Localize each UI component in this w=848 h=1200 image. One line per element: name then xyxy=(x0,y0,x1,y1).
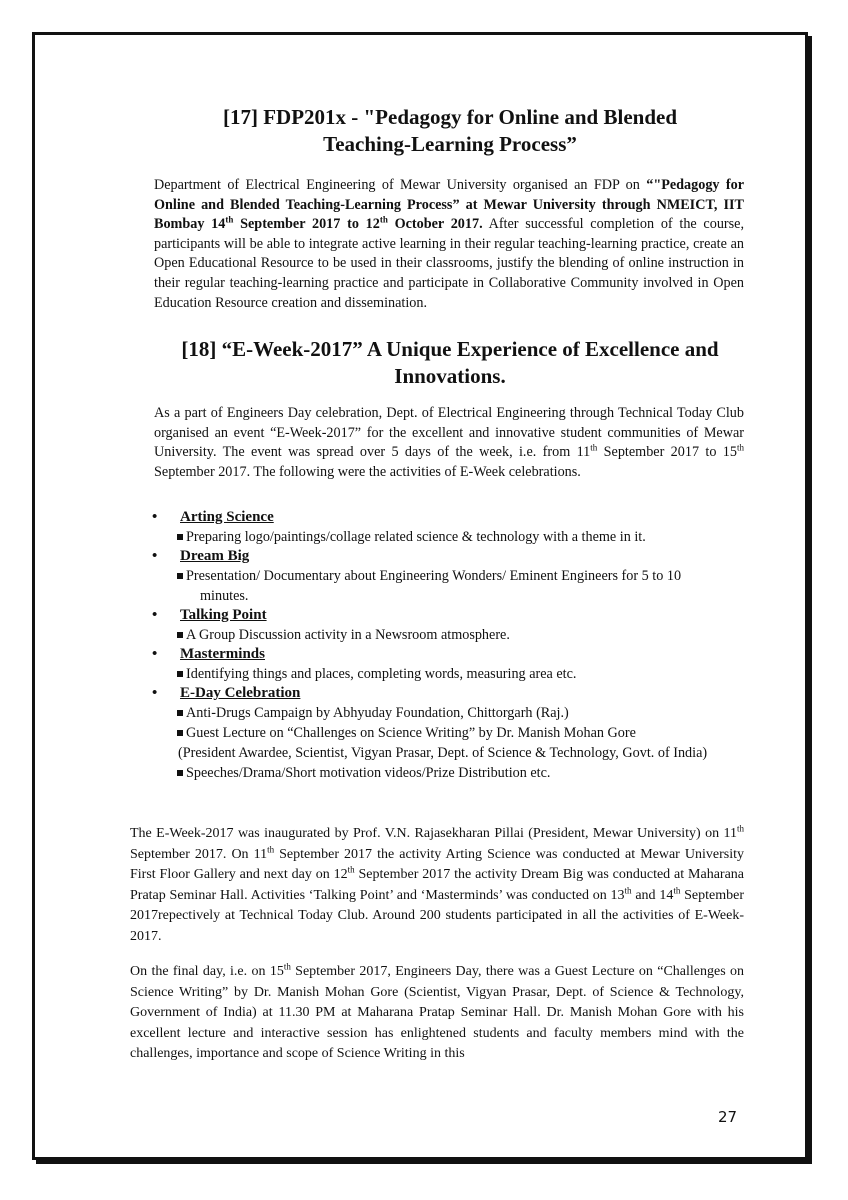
section-18-heading-line1: [18] “E-Week-2017” A Unique Experience of Excellence and xyxy=(181,337,719,361)
square-bullet-icon xyxy=(177,632,183,638)
square-bullet-icon xyxy=(177,730,183,736)
activity-item-continuation: minutes. xyxy=(200,588,249,604)
activity-dream-big xyxy=(152,547,748,606)
activity-arting-science xyxy=(152,508,748,547)
text-run: September 2017. The following were the activities of E-Week celebrations. xyxy=(154,463,581,480)
superscript: th xyxy=(736,442,744,453)
activity-item-continuation: (President Awardee, Scientist, Vigyan Prasar, Dept. of Science & Technology, Govt. of India) xyxy=(178,745,708,761)
text-run: September 2017 the activity Dream Big was conducted at Maharana Pratap Seminar Hall. Activities ‘Talking Point’ and ‘Masterminds’ was conducted on 13 xyxy=(130,867,744,903)
text-run: Department of Electrical Engineering of Mewar University organised an FDP on xyxy=(154,177,647,193)
section-17-paragraph xyxy=(154,176,744,313)
text-run: September 2017 to 15 xyxy=(597,444,737,461)
page-number: 27 xyxy=(718,1108,738,1126)
activity-item: A Group Discussion activity in a Newsroom atmosphere. xyxy=(186,627,510,643)
section-18-heading-line2: Innovations. xyxy=(394,364,506,388)
superscript: th xyxy=(624,884,632,895)
activity-talking-point xyxy=(152,606,748,645)
text-run: September 2017 the activity Arting Science was conducted at Mewar University First Floor Gallery and next day on 12 xyxy=(130,846,744,882)
superscript: th xyxy=(267,843,275,854)
activity-masterminds xyxy=(152,645,748,684)
bullet-icon: • xyxy=(152,646,158,662)
superscript: th xyxy=(736,823,744,834)
final-day-paragraph xyxy=(130,962,744,1065)
section-17-heading-line1: [17] FDP201x - "Pedagogy for Online and Blended xyxy=(222,105,678,129)
activity-item: Preparing logo/paintings/collage related science & technology with a theme in it. xyxy=(186,529,646,545)
superscript: th xyxy=(379,214,388,225)
text-run: After successful completion of the course, participants will be able to integrate active learning in their regular teaching-learning practice, create an Open Educational Resource to be used in their classrooms, justify the blending of online instruction in their regular teaching-learning practice and participate in Collaborative Community involved in Open Education Resource creation and dissemination. xyxy=(154,216,745,311)
square-bullet-icon xyxy=(177,710,183,716)
inauguration-paragraph xyxy=(130,824,744,947)
activity-item: Guest Lecture on “Challenges on Science Writing” by Dr. Manish Mohan Gore xyxy=(186,725,636,741)
bullet-icon: • xyxy=(152,685,158,701)
text-run: and 14 xyxy=(631,887,674,903)
activity-title: Talking Point xyxy=(180,607,267,623)
activities-list xyxy=(152,508,748,783)
square-bullet-icon xyxy=(177,671,183,677)
bullet-icon: • xyxy=(152,607,158,623)
text-run: September 2017. On 11 xyxy=(130,846,268,862)
activity-title: Dream Big xyxy=(180,548,250,564)
activity-item: Anti-Drugs Campaign by Abhyuday Foundation, Chittorgarh (Raj.) xyxy=(186,705,569,721)
activity-title: E-Day Celebration xyxy=(180,685,301,701)
text-run: September 2017, Engineers Day, there was a Guest Lecture on “Challenges on Science Writing” by Dr. Manish Mohan Gore (Scientist, Vigyan Prasar, Dept. of Science & Technology, Government of India) at 11.30 PM at Maharana Pratap Seminar Hall. Dr. Manish Mohan Gore with his excellent lecture and interactive session has enlightened students and faculty members mind with the challenges, importance and scope of Science Writing in this xyxy=(130,964,744,1061)
activity-title: Masterminds xyxy=(180,646,265,662)
activity-item: Presentation/ Documentary about Engineering Wonders/ Eminent Engineers for 5 to 10 xyxy=(186,568,682,584)
square-bullet-icon xyxy=(177,573,183,579)
superscript: th xyxy=(347,864,355,875)
text-run: October 2017. xyxy=(387,216,483,233)
activity-item: Identifying things and places, completing words, measuring area etc. xyxy=(186,666,577,682)
text-run: “"Pedagogy for Online and Blended Teaching-Learning Process” at Mewar University through NMEICT, IIT Bombay 14 xyxy=(154,177,744,233)
bullet-icon: • xyxy=(152,548,158,564)
bullet-icon: • xyxy=(152,509,158,525)
section-18-heading xyxy=(140,336,760,390)
superscript: th xyxy=(590,442,598,453)
text-run: As a part of Engineers Day celebration, Dept. of Electrical Engineering through Technical Today Club organised an event “E-Week-2017” for the excellent and innovative student communities of Mewar University. The event was spread over 5 days of the week, i.e. from 11 xyxy=(154,405,744,461)
section-17-heading xyxy=(140,104,760,158)
activity-e-day-celebration xyxy=(152,684,748,783)
section-18-intro xyxy=(154,404,744,482)
square-bullet-icon xyxy=(177,770,183,776)
activity-item: Speeches/Drama/Short motivation videos/Prize Distribution etc. xyxy=(186,765,551,781)
section-17-heading-line2: Teaching-Learning Process” xyxy=(323,132,577,156)
text-run: On the final day, i.e. on 15 xyxy=(130,964,284,979)
square-bullet-icon xyxy=(177,534,183,540)
superscript: th xyxy=(225,214,234,225)
superscript: th xyxy=(283,961,291,972)
text-run: September 2017repectively at Technical Today Club. Around 200 students participated in all the activities of E-Week-2017. xyxy=(130,887,744,944)
text-run: The E-Week-2017 was inaugurated by Prof. V.N. Rajasekharan Pillai (President, Mewar University) on 11 xyxy=(130,826,737,841)
superscript: th xyxy=(673,884,681,895)
text-run: September 2017 to 12 xyxy=(233,216,380,233)
activity-title: Arting Science xyxy=(180,509,274,525)
